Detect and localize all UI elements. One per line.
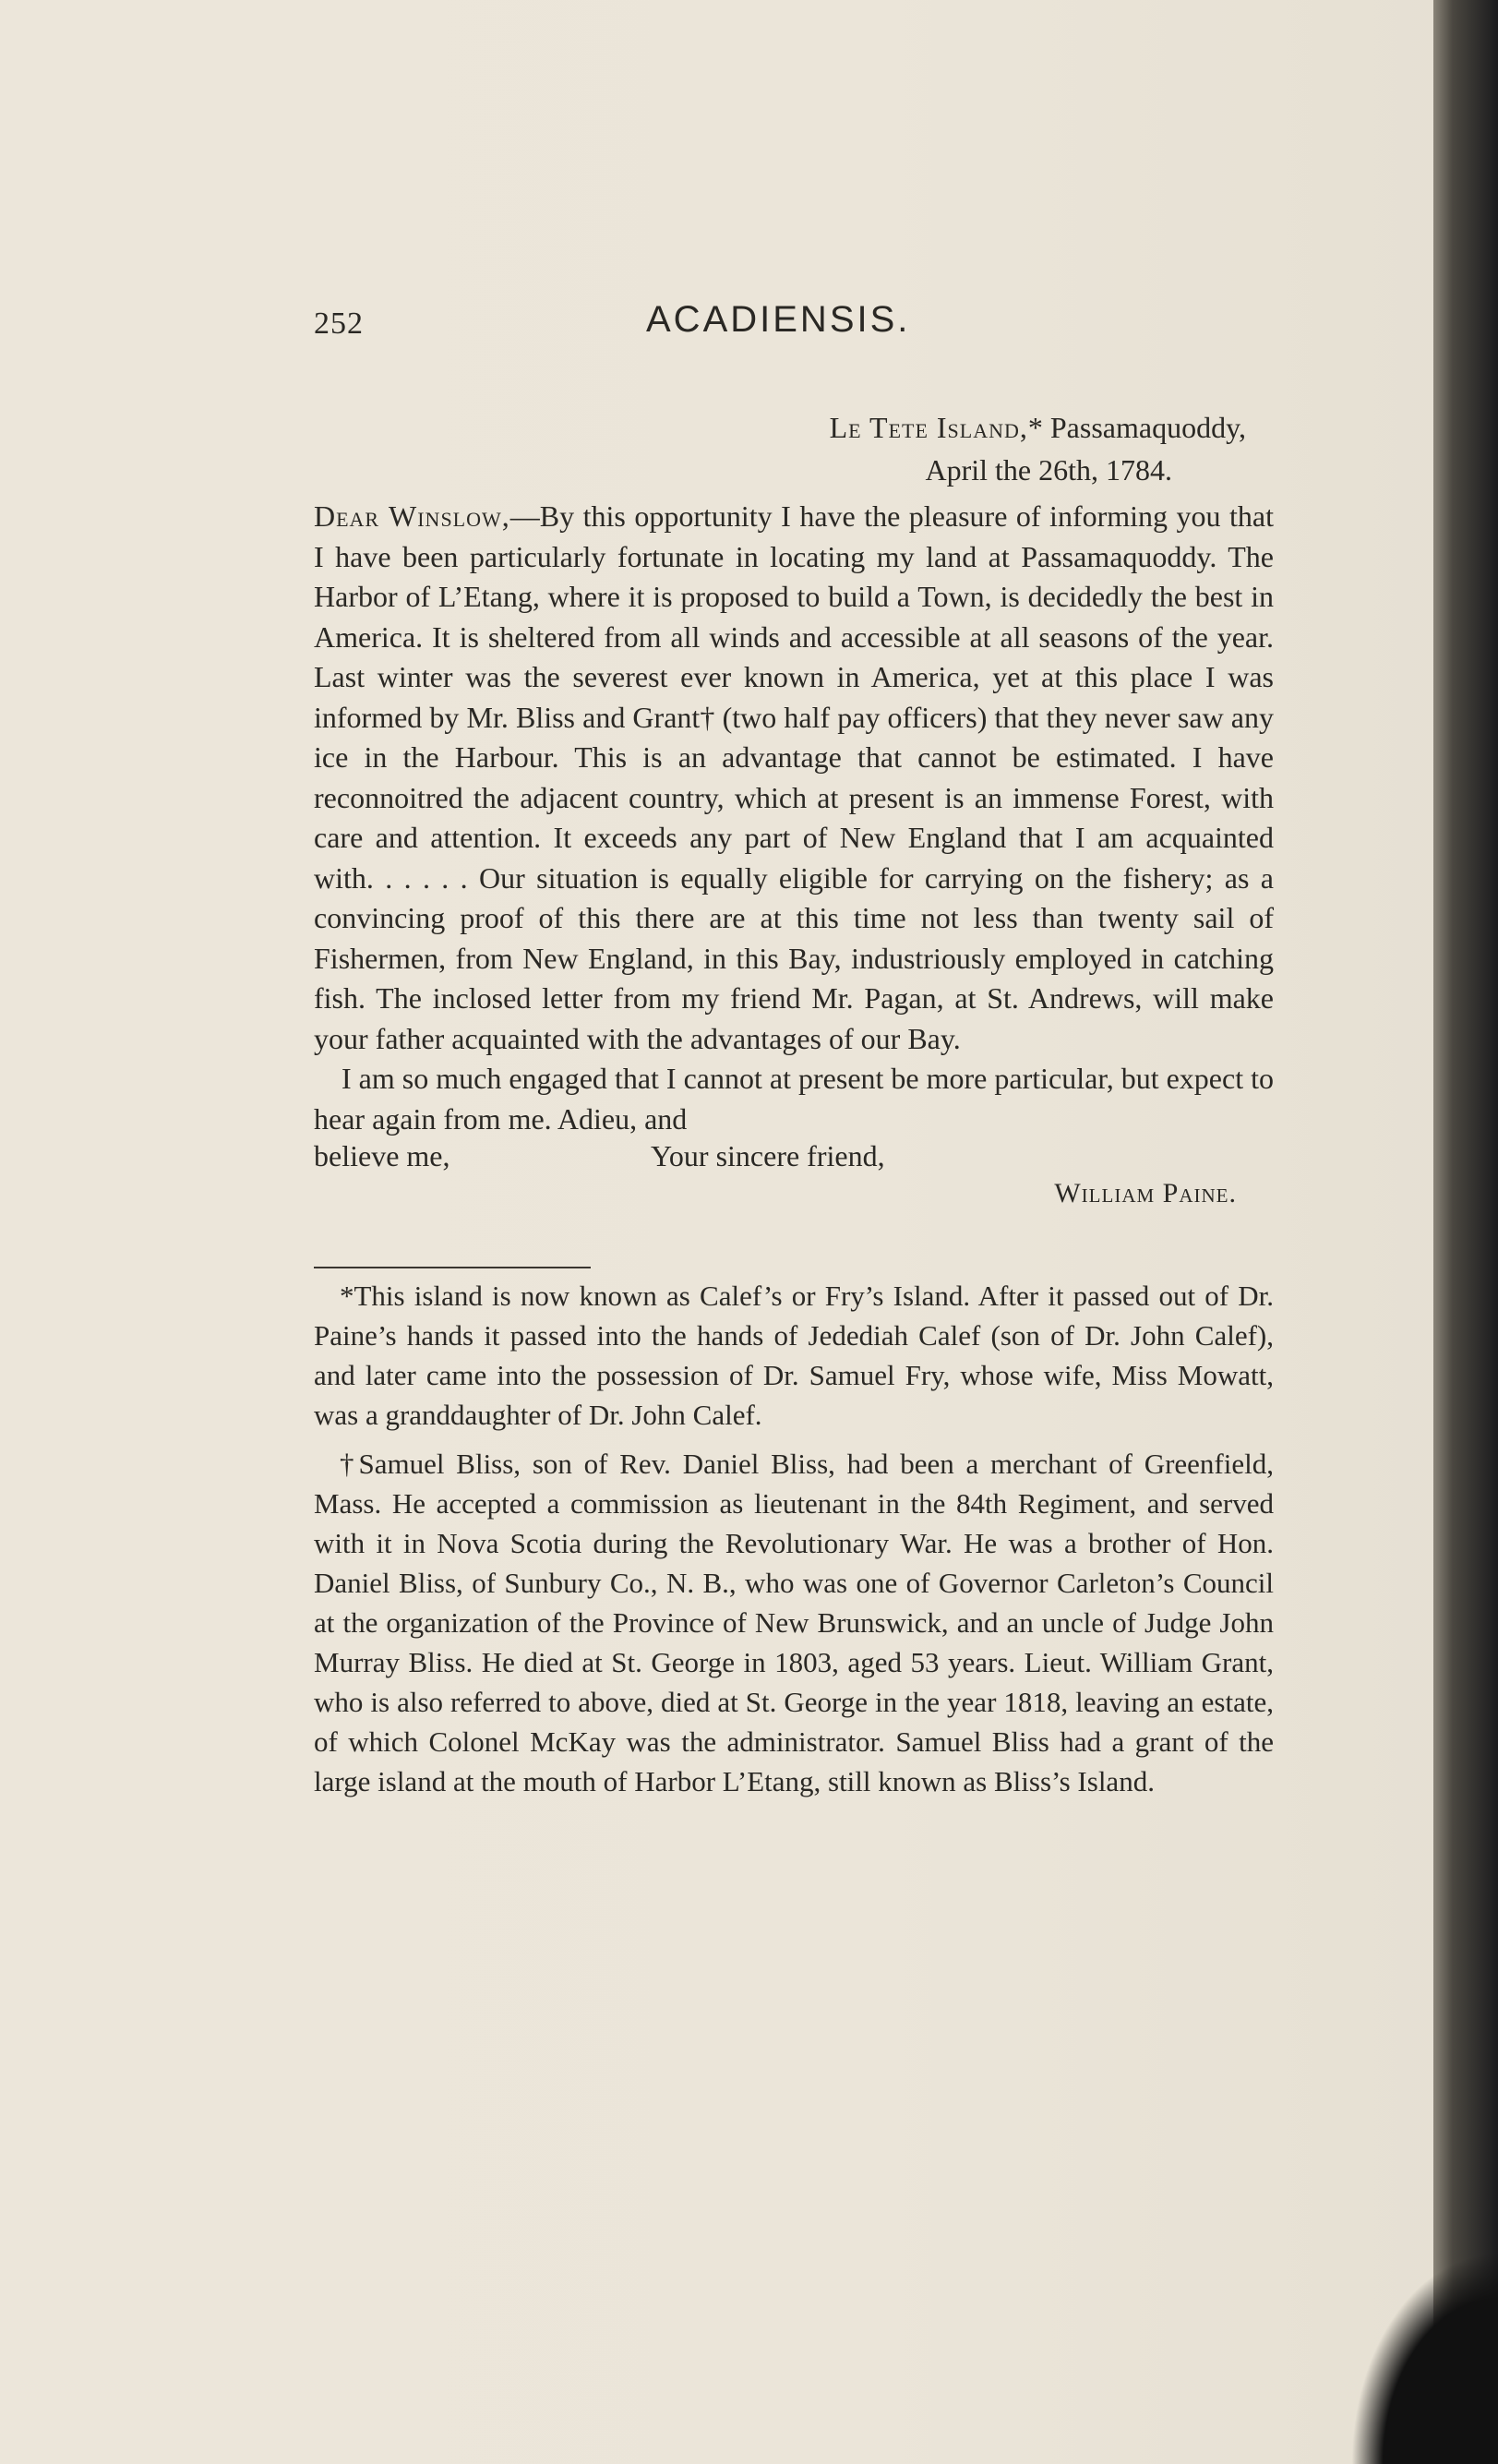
letter-salutation: Dear Winslow, — [314, 499, 510, 533]
page-content — [314, 286, 1274, 1810]
dateline-place — [314, 406, 1255, 449]
footnote-divider — [314, 1267, 591, 1268]
dateline-place-smallcaps: Le Tete Island, — [829, 411, 1028, 444]
dateline-place-rest: * Passamaquoddy, — [1027, 411, 1246, 444]
letter-signature: William Paine. — [1054, 1178, 1237, 1208]
running-title: ACADIENSIS. — [646, 299, 911, 340]
letter-valediction: Your sincere friend, — [651, 1139, 885, 1172]
letter-believe-me: believe me, — [314, 1139, 450, 1172]
letter-dateline — [314, 406, 1274, 491]
letter-paragraph: I am so much engaged that I cannot at present be more particular, but expect to hear again from me. Adieu, and — [314, 1062, 1274, 1136]
footnotes — [314, 1276, 1274, 1801]
dateline-date: April the 26th, 1784. — [925, 453, 1172, 487]
letter-body — [314, 497, 1274, 1222]
book-binding-shadow — [1350, 2252, 1498, 2464]
book-binding-edge — [1433, 0, 1498, 2464]
footnote-bliss: †Samuel Bliss, son of Rev. Daniel Bliss, had been a merchant of Greenfield, Mass. He accepted a commission as lieutenant in the 84th Regiment, and served with it in Nova Scotia during the Revolutionary War. He was a brother of Hon. Daniel Bliss, of Sunbury Co., N. B., who was one of Governor Carleton’s Council at the organization of the Province of New Brunswick, and an uncle of Judge John Murray Bliss. He died at St. George in 1803, aged 53 years. Lieut. William Grant, who is also referred to above, died at St. George in the year 1818, leaving an estate, of which Colonel McKay was the administrator. Samuel Bliss had a grant of the large island at the mouth of Harbor L’Etang, still known as Bliss’s Island. — [314, 1448, 1274, 1797]
page-header — [314, 286, 1274, 351]
letter-closing — [314, 1139, 1274, 1222]
letter-paragraph — [314, 497, 1274, 1059]
letter-paragraph-1-text: —By this opportunity I have the pleasure of informing you that I have been particularly fortunate in locating my land at Passamaquoddy. The Harbor of L’Etang, where it is proposed to build a Town, is decidedly the best in America. It is sheltered from all winds and accessible at all seasons of the year. Last winter was the severest ever known in America, yet at this place I was informed by Mr. Bliss and Grant† (two half pay officers) that they never saw any ice in the Harbour. This is an advantage that cannot be estimated. I have reconnoitred the adjacent country, which at present is an immense Forest, with care and attention. It exceeds any part of New England that I am acquainted with. . . . . . Our situation is equally eligible for carrying on the fishery; as a convincing proof of this there are at this time not less than twenty sail of Fishermen, from New England, in this Bay, industriously employed in catching fish. The inclosed letter from my friend Mr. Pagan, at St. Andrews, will make your father acquainted with the advantages of our Bay. — [314, 499, 1275, 1055]
footnote-island: *This island is now known as Calef’s or Fry’s Island. After it passed out of Dr. Paine’s hands it passed into the hands of Jedediah Calef (son of Dr. John Calef), and later came into the possession of Dr. Samuel Fry, whose wife, Miss Mowatt, was a granddaughter of Dr. John Calef. — [314, 1280, 1274, 1431]
page-number: 252 — [314, 306, 364, 341]
